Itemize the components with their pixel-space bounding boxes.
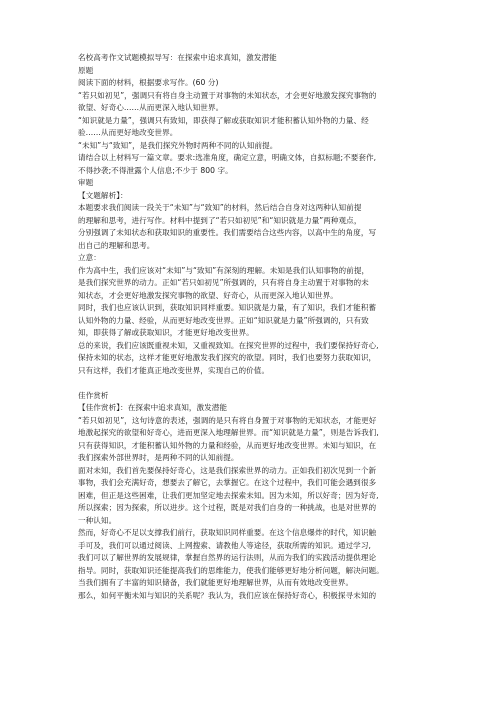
document-title: 名校高考作文试题模拟导写：在探索中追求真知，激发潜能 (78, 53, 277, 62)
text-line: 请结合以上材料写一篇文章。要求:选准角度，确定立意，明确文体，自拟标题;不要套作, (78, 153, 377, 162)
text-line (78, 377, 428, 390)
text-line: 保持未知的状态，这样才能更好地激发我们探究的欲望。同时，我们也要努力获取知识， (78, 353, 377, 362)
text-line: 只有获得知识，才能积蓄认知外物的力量和经验，从而更好地改变世界。未知与知识，在 (78, 440, 377, 450)
text-line: 知，即获得了解或获取知识，才能更好地改变世界。 (78, 328, 254, 337)
text-line: 分别强调了未知状态和获取知识的重要性。我们需要结合这些内容，以高中生的角度，写 (78, 228, 377, 237)
text-line: “未知”与“致知”，是我们探究外物时两种不同的认知前提。 (78, 140, 278, 150)
text-line: 一种认知。 (78, 515, 117, 525)
text-line: “若只如初见”，强调只有将自身主动置于对事物的未知状态，才会更好地激发探究事物的 (78, 90, 377, 100)
document-page (78, 52, 428, 602)
text-line: 总的来说，我们应该既重视未知，又重视致知。在探究世界的过程中，我们要保持好奇心, (78, 340, 379, 350)
text-line: “知识就是力量”，强调只有致知，即获得了解或获取知识才能积蓄认知外物的力量、经 (78, 115, 369, 125)
text-line: 事物，我们会充满好奇，想要去了解它，去掌握它。在这个过程中，我们可能会遇到很多 (78, 478, 377, 487)
text-line: 我们探索外部世界时，是两种不同的认知前提。 (78, 453, 239, 462)
text-line: 然而，好奇心不足以支撑我们前行，获取知识同样重要。在这个信息爆炸的时代，知识触 (78, 528, 377, 537)
text-line: 困难，但正是这些困难，让我们更加坚定地去探索未知。因为未知，所以好奇；因为好奇, (78, 490, 379, 500)
text-line: 【文题解析】： (78, 190, 128, 200)
text-line: 的理解和思考，进行写作。材料中提到了“若只如初见”和“知识就是力量”两种观点， (78, 215, 362, 225)
text-line: 地激起探究的欲望和好奇心，进而更深入地理解世界。而“知识就是力量”，则是告诉我们, (78, 428, 379, 437)
text-line: 同时，我们也应该认识到，获取知识同样重要。知识就是力量，有了知识，我们才能积蓄 (78, 303, 377, 312)
text-line: 验……从而更好地改变世界。 (78, 128, 178, 137)
text-line: 知状态，才会更好地激发探究事物的欲望、好奇心，从而更深入地认知世界。 (78, 290, 338, 300)
text-line: “若只如初见”，这句诗意的表述，强调的是只有将自身置于对事物的无知状态，才能更好 (78, 415, 377, 425)
text-line: 作为高中生，我们应该对“未知”与“致知”有深刻的理解。未知是我们认知事物的前提， (78, 265, 370, 275)
text-line: 手可及，我们可以通过阅读、上网搜索、请教他人等途径，获取所需的知识。通过学习, (78, 540, 371, 550)
text-line: 出自己的理解和思考。 (78, 240, 155, 250)
text-line: 佳作赏析 (78, 390, 109, 400)
text-line: 那么，如何平衡未知与知识的关系呢？我认为，我们应该在保持好奇心，积极探寻未知的 (78, 590, 377, 600)
text-line: 本题要求我们阅读一段关于“未知”与“致知”的材料，然后结合自身对这两种认知前提 (78, 203, 362, 212)
text-line: 审题 (78, 178, 94, 187)
text-line: 【佳作赏析】：在探索中追求真知，激发潜能 (78, 403, 228, 412)
text-line: 我们可以了解世界的发展规律，掌握自然界的运行法则，从而为我们的实践活动提供理论 (78, 553, 377, 562)
text-line: 当我们拥有了丰富的知识储备，我们就能更好地理解世界，从而有效地改变世界。 (78, 578, 354, 587)
text-line: 指导。同时，获取知识还能提高我们的思维能力，使我们能够更好地分析问题，解决问题。 (78, 565, 384, 575)
text-line: 阅读下面的材料，根据要求写作。(60 分) (78, 78, 219, 87)
text-line: 立意： (78, 253, 101, 262)
text-line: 不得抄袭;不得泄露个人信息;不少于 800 字。 (78, 165, 233, 175)
text-line: 欲望、好奇心……从而更深入地认知世界。 (78, 103, 224, 112)
text-line: 面对未知，我们首先要保持好奇心，这是我们探索世界的动力。正如我们初次见到一个新 (78, 465, 377, 475)
text-line: 原题 (78, 65, 94, 75)
text-line: 认知外物的力量、经验，从而更好地改变世界。正如“知识就是力量”所强调的，只有致 (78, 315, 369, 325)
text-line: 只有这样，我们才能真正地改变世界，实现自己的价值。 (78, 365, 270, 375)
text-line: 是我们探究世界的动力。正如“若只如初见”所强调的，只有将自身主动置于对事物的未 (78, 278, 369, 287)
text-line: 所以探索；因为探索，所以进步。这个过程，既是对我们自身的一种挑战，也是对世界的 (78, 503, 377, 512)
